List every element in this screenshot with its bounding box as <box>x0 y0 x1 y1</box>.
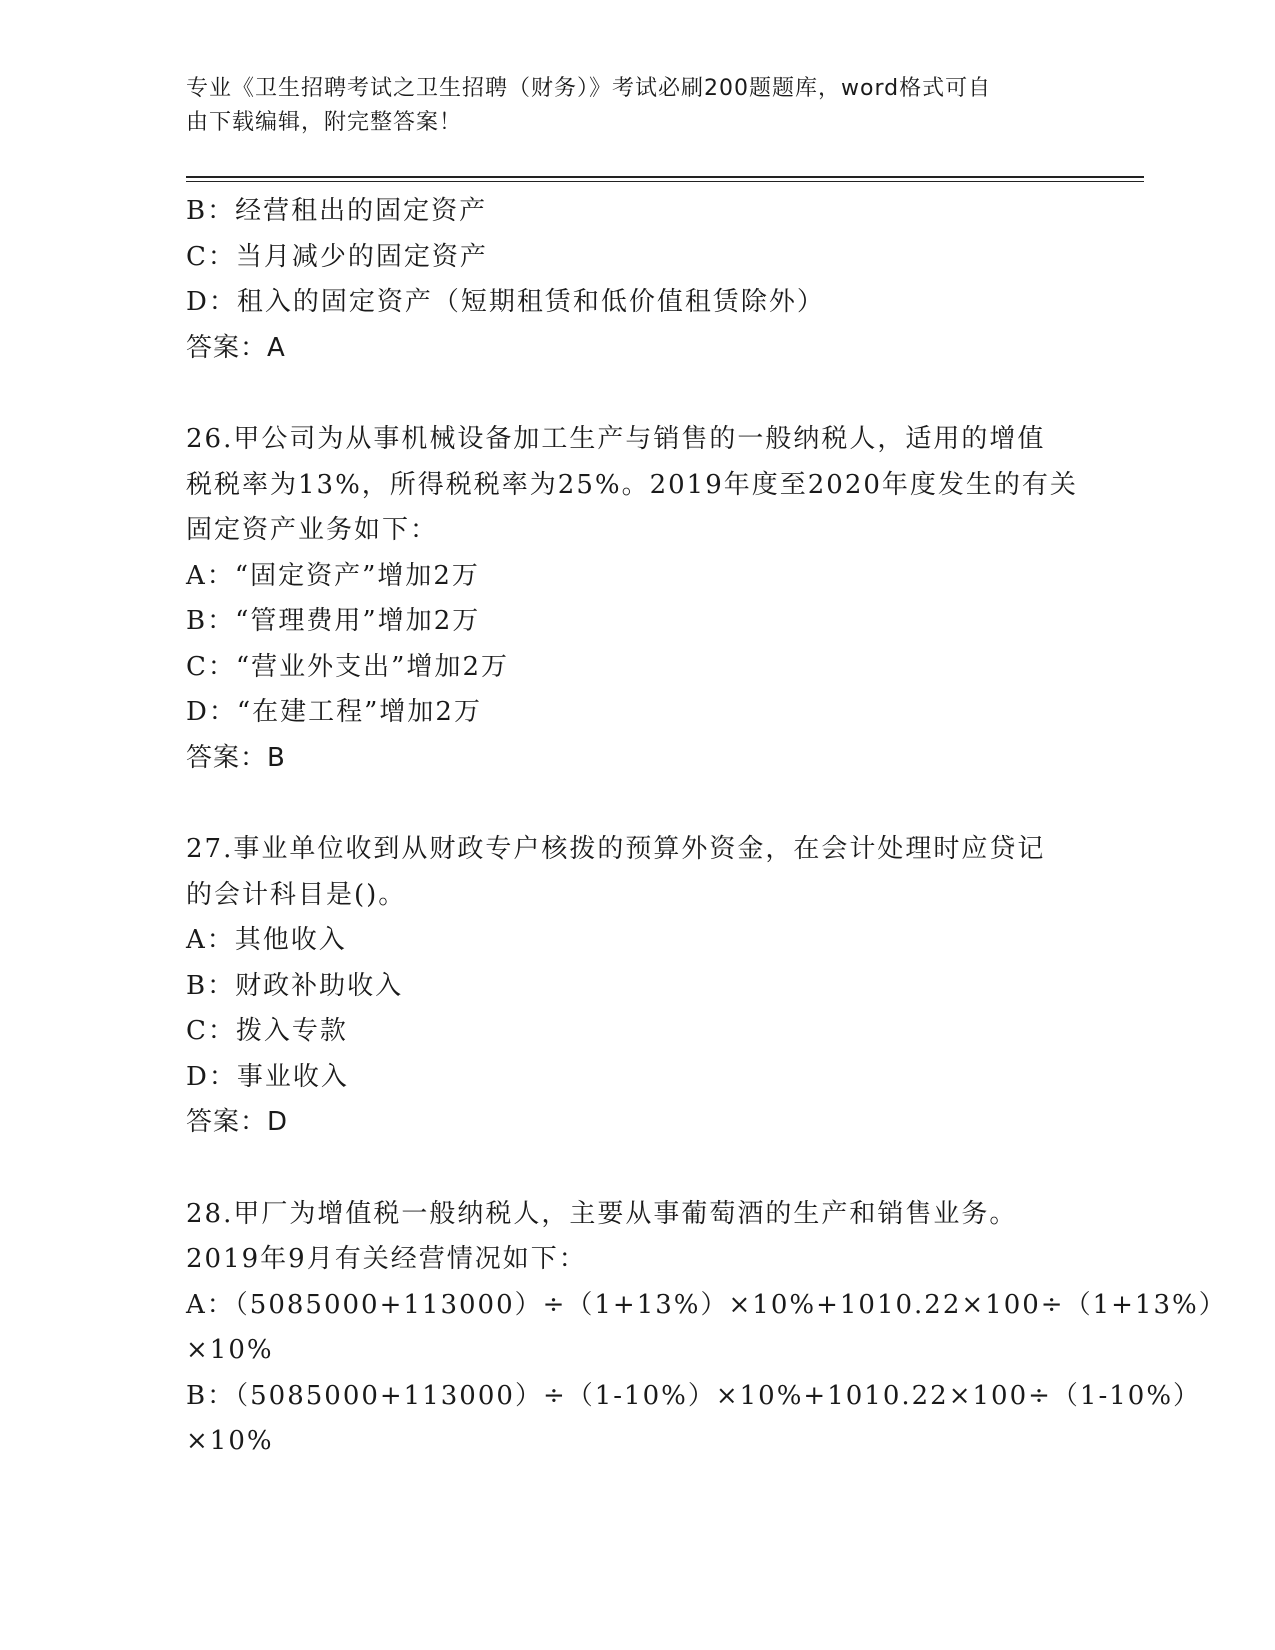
question-27 <box>186 827 1066 1146</box>
header-line-2: 由下载编辑，附完整答案！ <box>186 110 463 135</box>
q25-answer: 答案：A <box>186 332 286 363</box>
q26-option-b: B：“管理费用”增加2万 <box>186 606 481 636</box>
q28-option-a-line-1: A：（5085000+113000）÷（1+13%）×10%+1010.22×100÷（1+13%） <box>186 1289 1227 1320</box>
spacer <box>186 781 1066 827</box>
q27-option-a: A：其他收入 <box>186 925 347 955</box>
q26-option-c: C：“营业外支出”增加2万 <box>186 651 510 682</box>
spacer <box>186 1146 1066 1192</box>
q26-stem-line-1: 26.甲公司为从事机械设备加工生产与销售的一般纳税人，适用的增值 <box>186 424 1046 454</box>
q26-answer: 答案：B <box>186 742 286 773</box>
q25-option-d: D：租入的固定资产（短期租赁和低价值租赁除外） <box>186 287 825 317</box>
question-28 <box>186 1192 1227 1465</box>
q27-stem-line-2: 的会计科目是()。 <box>186 879 407 910</box>
document-body <box>186 189 1227 1465</box>
q26-stem-line-3: 固定资产业务如下： <box>186 515 439 545</box>
header-rule-thick <box>186 176 1144 178</box>
q28-stem-line-2: 2019年9月有关经营情况如下： <box>186 1244 587 1274</box>
q27-option-b: B：财政补助收入 <box>186 970 404 1001</box>
header-rule-thin <box>186 181 1144 182</box>
question-26 <box>186 417 1078 781</box>
q28-option-b-line-2: ×10% <box>186 1426 274 1456</box>
q26-option-d: D：“在建工程”增加2万 <box>186 697 482 727</box>
spacer <box>186 371 1066 417</box>
q27-stem-line-1: 27.事业单位收到从财政专户核拨的预算外资金，在会计处理时应贷记 <box>186 834 1046 864</box>
document-header <box>186 72 1066 140</box>
q26-stem-line-2: 税税率为13%，所得税税率为25%。2019年度至2020年度发生的有关 <box>186 469 1078 500</box>
q27-answer: 答案：D <box>186 1107 289 1137</box>
q26-option-a: A：“固定资产”增加2万 <box>186 560 480 591</box>
q27-option-d: D：事业收入 <box>186 1061 349 1092</box>
q28-option-b-line-1: B：（5085000+113000）÷（1-10%）×10%+1010.22×100÷（1-10%） <box>186 1380 1202 1411</box>
header-line-1: 专业《卫生招聘考试之卫生招聘（财务）》考试必刷200题题库，word格式可自 <box>186 76 992 101</box>
q27-option-c: C：拨入专款 <box>186 1016 348 1046</box>
q28-option-a-line-2: ×10% <box>186 1335 274 1365</box>
q25-option-b: B：经营租出的固定资产 <box>186 196 488 226</box>
q25-option-c: C：当月减少的固定资产 <box>186 241 488 272</box>
q28-stem-line-1: 28.甲厂为增值税一般纳税人，主要从事葡萄酒的生产和销售业务。 <box>186 1198 1018 1229</box>
question-25 <box>186 189 1066 371</box>
